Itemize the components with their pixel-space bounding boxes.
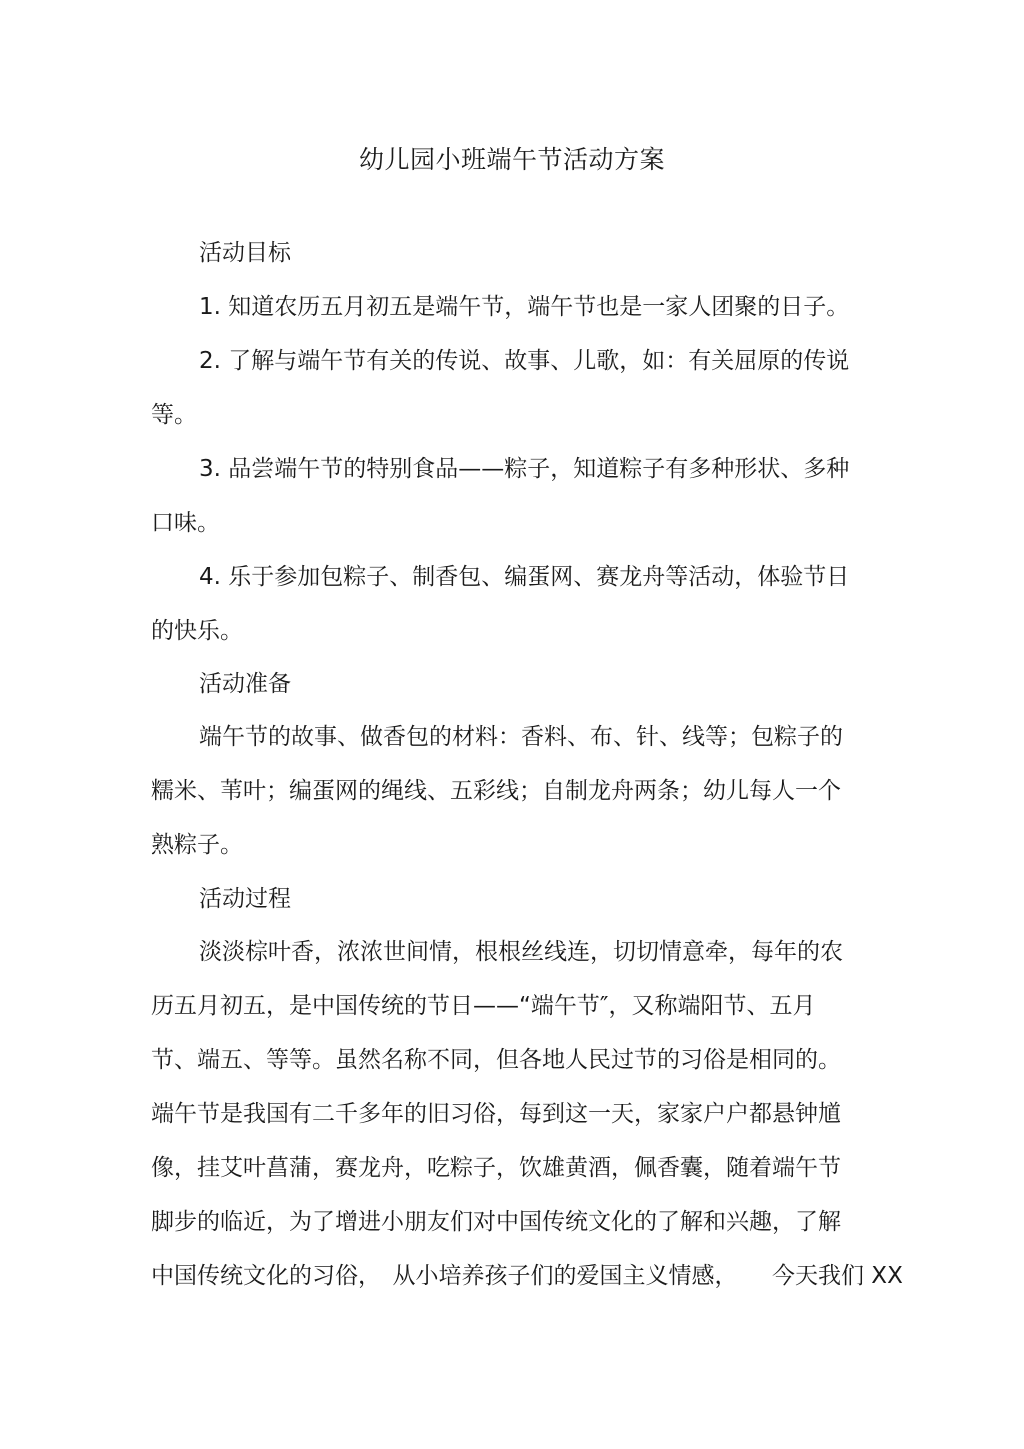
section-heading-process: 活动过程 [199,886,291,912]
goal-item-4-line-2: 的快乐。 [151,618,243,644]
process-line-6: 脚步的临近，为了增进小朋友们对中国传统文化的了解和兴趣，了解 [151,1209,841,1235]
process-line-5: 像，挂艾叶菖蒲，赛龙舟，吃粽子，饮雄黄酒，佩香囊，随着端午节 [151,1155,841,1181]
preparation-line-2: 糯米、苇叶；编蛋网的绳线、五彩线；自制龙舟两条；幼儿每人一个 [151,778,841,804]
process-line-1: 淡淡棕叶香，浓浓世间情，根根丝线连，切切情意牵，每年的农 [199,939,843,965]
process-line-3: 节、端五、等等。虽然名称不同，但各地人民过节的习俗是相同的。 [151,1047,841,1073]
goal-item-2-line-1: 2. 了解与端午节有关的传说、故事、儿歌，如：有关屈原的传说 [199,348,850,374]
process-line-4: 端午节是我国有二千多年的旧习俗，每到这一天，家家户户都悬钟馗 [151,1101,841,1127]
goal-item-3-line-1: 3. 品尝端午节的特别食品——粽子，知道粽子有多种形状、多种 [199,456,850,482]
section-heading-goals: 活动目标 [199,240,291,266]
goal-item-4-line-1: 4. 乐于参加包粽子、制香包、编蛋网、赛龙舟等活动，体验节日 [199,564,850,590]
goal-item-3-line-2: 口味。 [151,510,220,536]
goal-item-1: 1. 知道农历五月初五是端午节，端午节也是一家人团聚的日子。 [199,294,850,320]
preparation-line-3: 熟粽子。 [151,832,243,858]
process-line-2: 历五月初五，是中国传统的节日——“端午节″，又称端阳节、五月 [151,993,816,1019]
process-line-7: 中国传统文化的习俗， 从小培养孩子们的爱国主义情感， 今天我们 XX [151,1263,903,1289]
preparation-line-1: 端午节的故事、做香包的材料：香料、布、针、线等；包粽子的 [199,724,843,750]
goal-item-2-line-2: 等。 [151,402,197,428]
section-heading-preparation: 活动准备 [199,671,291,697]
document-title: 幼儿园小班端午节活动方案 [358,145,665,174]
